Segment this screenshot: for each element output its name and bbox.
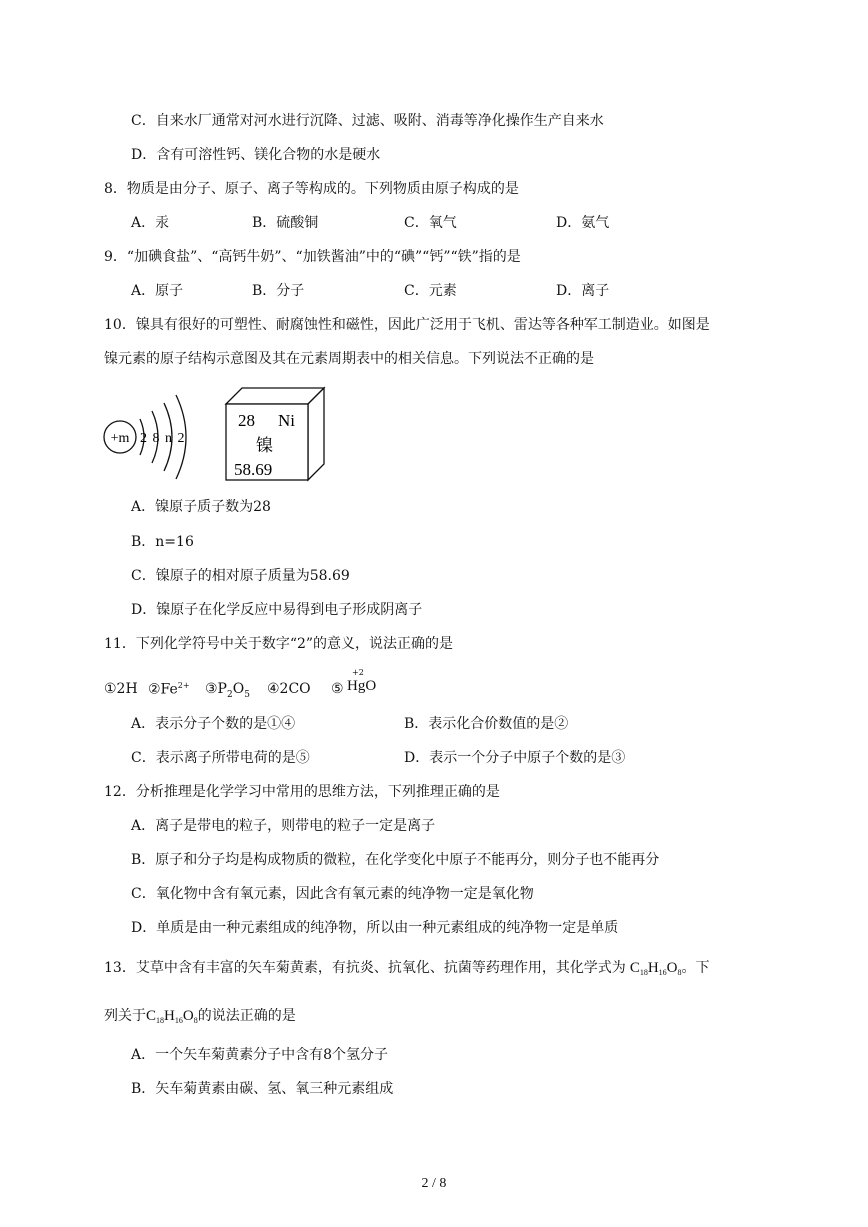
q12-option-b: B．原子和分子均是构成物质的微粒，在化学变化中原子不能再分，则分子也不能再分 [131,852,660,868]
q9-stem: 9．“加碘食盐”、“高钙牛奶”、“加铁酱油”中的“碘”“钙”“铁”指的是 [104,249,521,265]
formula-h-count: 16 [174,1016,183,1025]
q13-option-a: A．一个矢车菊黄素分子中含有8个氢分子 [131,1047,389,1063]
formula-h-count: 16 [658,968,667,977]
q13-stem-part4: 的说法正确的是 [197,1008,296,1024]
symbol-2 [148,681,190,698]
q12-option-a: A．离子是带电的粒子，则带电的粒子一定是离子 [131,818,436,834]
symbol-2-charge: 2+ [177,681,190,690]
symbol-3 [205,681,250,700]
q12-option-c: C．氧化物中含有氧元素，因此含有氧元素的纯净物一定是氧化物 [131,886,534,902]
element-symbol: Ni [278,411,295,430]
q13-stem-part2: 。下 [681,960,710,976]
q13-stem-part1: 13．艾草中含有丰富的矢车菊黄素，有抗炎、抗氧化、抗菌等药理作用，其化学式为 [104,960,626,976]
symbol-3-sub1: 2 [226,689,233,700]
q8-option-d: D．氨气 [556,215,610,231]
formula-c: C [629,960,640,976]
atomic-number: 28 [238,411,255,430]
q7-option-c: C．自来水厂通常对河水进行沉降、过滤、吸附、消毒等净化操作生产自来水 [131,113,604,129]
formula-h: H [164,1008,175,1024]
atomic-mass: 58.69 [234,460,273,479]
symbol-3-sub2: 5 [244,689,250,700]
q13-stem-line2 [104,1006,296,1031]
symbol-2-base: ②Fe [148,681,178,698]
formula-o-count: 8 [677,968,682,977]
formula-o: O [182,1008,194,1024]
element-tile [220,384,330,484]
symbol-4: ④2CO [267,681,311,697]
formula-c-count: 18 [156,1016,165,1025]
symbol-1: ①2H [104,681,138,697]
q11-option-b: B．表示化合价数值的是② [404,716,569,732]
tile-top-face [226,388,324,404]
tile-side-face [308,388,324,480]
q9-option-d: D．离子 [556,283,610,299]
q11-option-d: D．表示一个分子中原子个数的是③ [404,750,626,766]
q8-option-c: C．氧气 [404,215,457,231]
q9-option-b: B．分子 [252,283,305,299]
page-number: 2 / 8 [421,1176,447,1191]
q10-option-c: C．镍原子的相对原子质量为58.69 [131,568,350,584]
formula-h: H [647,960,659,976]
q13-stem-part3: 列关于 [104,1008,146,1024]
formula-c: C [146,1008,157,1024]
q10-option-a: A．镍原子质子数为28 [131,499,271,515]
q12-stem: 12．分析推理是化学学习中常用的思维方法，下列推理正确的是 [104,784,500,800]
q11-stem: 11．下列化学符号中关于数字“2”的意义，说法正确的是 [104,636,454,652]
element-name: 镍 [256,436,273,456]
q7-option-d: D．含有可溶性钙、镁化合物的水是硬水 [131,147,381,163]
q9-option-a: A．原子 [131,283,184,299]
q11-option-c: C．表示离子所带电荷的是⑤ [131,750,310,766]
nucleus-charge: +m [110,431,130,446]
q11-options-row1 [131,714,731,734]
q10-option-b: B．n=16 [131,534,194,550]
symbol-3-o: O [232,681,245,697]
q10-stem-line1: 10．镍具有很好的可塑性、耐腐蚀性和磁性，因此广泛用于飞机、雷达等各种军工制造业。如图是 [104,317,710,333]
shell-electrons: 2 8 n 2 [140,431,186,446]
formula-o: O [666,960,678,976]
symbol-5-valence: +2 [352,668,364,677]
q9-option-c: C．元素 [404,283,457,299]
q13-formula-inline-2 [146,1008,198,1024]
q8-option-a: A．汞 [131,215,170,231]
q13-option-b: B．矢车菊黄素由碳、氢、氧三种元素组成 [131,1081,394,1097]
q11-symbols [104,668,424,702]
q13-formula-inline-1 [630,960,682,976]
symbol-3-p: ③P [205,681,227,697]
q8-options [131,213,731,233]
q9-options [131,281,731,301]
q11-option-a: A．表示分子个数的是①④ [131,716,296,732]
q8-stem: 8．物质是由分子、原子、离子等构成的。下列物质由原子构成的是 [104,181,519,197]
symbol-5-number: ⑤ [331,681,344,697]
q10-option-d: D．镍原子在化学反应中易得到电子形成阴离子 [131,602,423,618]
q13-stem-line1 [104,958,710,983]
formula-o-count: 8 [193,1016,198,1025]
formula-c-count: 18 [639,968,648,977]
atom-structure-diagram [100,385,210,485]
q12-option-d: D．单质是由一种元素组成的纯净物，所以由一种元素组成的纯净物一定是单质 [131,920,619,936]
symbol-5-formula: HgO [347,678,377,694]
q8-option-b: B．硫酸铜 [252,215,319,231]
q11-options-row2 [131,748,731,768]
q10-stem-line2: 镍元素的原子结构示意图及其在元素周期表中的相关信息。下列说法不正确的是 [104,351,594,367]
